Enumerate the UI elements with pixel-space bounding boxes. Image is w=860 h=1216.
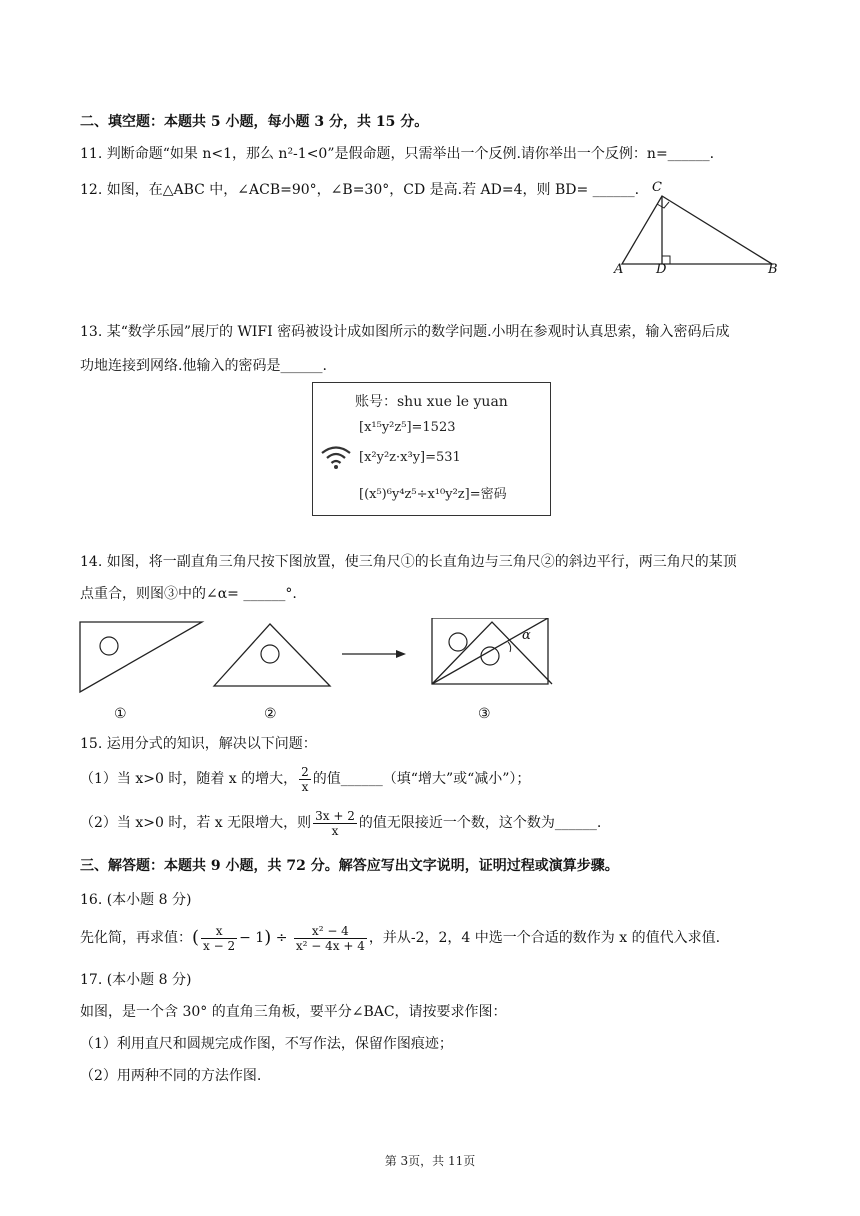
wifi-equation-3: [(x⁵)⁶y⁴z⁵÷x¹⁰y²z]=密码 (359, 487, 507, 502)
alpha-arc (508, 642, 511, 652)
arrow-head (396, 650, 406, 658)
question-11: 11. 判断命题“如果 n<1，那么 n²-1<0”是假命题，只需举出一个反例.请你举出一个反例：n=______. (80, 146, 715, 162)
label-a: A (614, 262, 624, 277)
ruler-3-hole-1 (449, 633, 467, 651)
question-17-line3: （2）用两种不同的方法作图. (80, 1068, 262, 1084)
question-15-intro: 15. 运用分式的知识，解决以下问题： (80, 736, 317, 752)
ruler-triangle-2 (214, 624, 330, 686)
section-3-heading: 三、解答题：本题共 9 小题，共 72 分。解答应写出文字说明，证明过程或演算步骤。 (80, 858, 619, 874)
section-2-heading: 二、填空题：本题共 5 小题，每小题 3 分，共 15 分。 (80, 114, 429, 130)
wifi-equation-1: [x¹⁵y²z⁵]=1523 (359, 420, 456, 435)
figure-label-3: ③ (478, 706, 491, 722)
fraction-2-over-x: $\frac{2}{x}$ (301, 764, 309, 794)
question-17-line2: （1）利用直尺和圆规完成作图，不写作法，保留作图痕迹； (80, 1036, 453, 1052)
q16-post: ，并从-2，2，4 中选一个合适的数作为 x 的值代入求值. (368, 930, 721, 946)
triangle-abc-figure (608, 178, 788, 284)
label-b: B (768, 262, 778, 277)
q15-p2-post: 的值无限接近一个数，这个数为______. (358, 815, 602, 831)
question-16-title: 16. (本小题 8 分) (80, 892, 192, 908)
ruler-3-hole-2 (481, 647, 499, 665)
label-alpha: α (522, 628, 531, 643)
triangle-abc (622, 196, 772, 264)
question-14-line2: 点重合，则图③中的∠α= ______°. (80, 586, 297, 602)
question-17-title: 17. (本小题 8 分) (80, 972, 192, 988)
right-angle-c (657, 202, 669, 208)
fraction-x-over-x-minus-2: $\frac{x}{x - 2}$ (203, 923, 236, 953)
triangle-rulers-figure (76, 618, 556, 696)
question-13-line1: 13. 某“数学乐园”展厅的 WIFI 密码被设计成如图所示的数学问题.小明在参观时认真思索，输入密码后成 (80, 324, 730, 340)
label-c: C (652, 180, 662, 195)
question-12: 12. 如图，在△ABC 中，∠ACB=90°，∠B=30°，CD 是高.若 AD=4，则 BD= ______. (80, 182, 640, 198)
ruler-2-hole (261, 645, 279, 663)
question-15-part2 (80, 806, 601, 840)
q16-minus-one: − 1 (239, 930, 265, 946)
ruler-triangle-1 (80, 622, 202, 692)
question-15-part1 (80, 762, 530, 796)
q16-pre: 先化简，再求值： (80, 930, 192, 946)
fraction-3x-plus-2-over-x: $\frac{3x + 2}{x}$ (315, 808, 355, 838)
figure-label-1: ① (114, 706, 127, 722)
fraction-x2-minus-4: $\frac{\text{x² − 4}}{\text{x² − 4x + 4}}$ (295, 923, 365, 953)
ruler-3-triangle (432, 622, 552, 684)
question-14-line1: 14. 如图，将一副直角三角尺按下图放置，使三角尺①的长直角边与三角尺②的斜边平行，两三角尺的某顶 (80, 554, 737, 570)
label-d: D (656, 262, 667, 277)
ruler-1-hole (100, 637, 118, 655)
page-footer: 第 3页，共 11页 (384, 1154, 476, 1168)
q15-p1-post: 的值______（填“增大”或“减小”）； (312, 771, 531, 787)
q15-p1-pre: （1）当 x>0 时，随着 x 的增大， (80, 771, 298, 787)
wifi-account: 账号：shu xue le yuan (355, 394, 508, 410)
question-16-body: 先化简，再求值：( $\frac{x}{x - 2}$ − 1) ÷ $\frac{\text{x² − 4}}{\text{x² − 4x + 4}}$ ，并从-2，2，4 中选一个合适的数作为 x 的值代入求值. (80, 923, 721, 953)
wifi-icon (319, 443, 353, 471)
question-13-line2: 功地连接到网络.他输入的密码是______. (80, 358, 327, 374)
figure-label-2: ② (264, 706, 277, 722)
q16-divide: ÷ (275, 930, 288, 946)
wifi-password-box (312, 382, 551, 516)
question-17-line1: 如图，是一个含 30° 的直角三角板，要平分∠BAC，请按要求作图： (80, 1004, 507, 1020)
wifi-equation-2: [x²y²z·x³y]=531 (359, 450, 461, 465)
q15-p2-pre: （2）当 x>0 时，若 x 无限增大，则 (80, 815, 312, 831)
